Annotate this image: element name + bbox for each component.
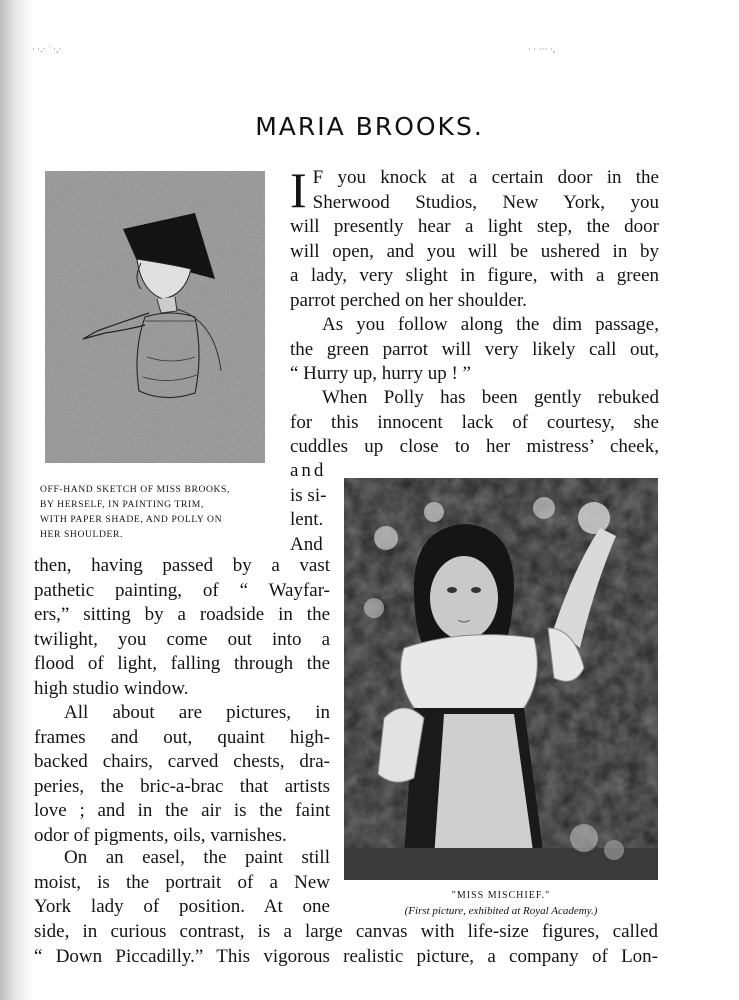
text-line: side, in curious contrast, is a large canvas with life-size figures, called	[34, 921, 658, 942]
text-line: twilight, you come out into a	[34, 628, 330, 650]
header-marks-right: · · ··· ·,	[528, 44, 555, 54]
text-line: peries, the bric-a-brac that artists	[34, 775, 330, 797]
text-line: backed chairs, carved chests, dra-	[34, 751, 330, 772]
text-line: the green parrot will very likely call out,	[290, 338, 659, 360]
caption-line: WITH PAPER SHADE, AND POLLY ON	[40, 514, 223, 525]
text-line: F you knock at a certain door in the	[312, 167, 659, 188]
text-line: As you follow along the dim passage,	[322, 314, 659, 335]
paragraph-6-full	[34, 920, 658, 969]
text-line: for this innocent lack of courtesy, she	[290, 411, 659, 433]
text-line: All about are pictures, in	[64, 702, 330, 723]
drop-cap: I	[290, 162, 307, 218]
portrait-figure	[344, 478, 658, 880]
text-line: is si-	[290, 484, 327, 506]
text-line: high studio window.	[34, 677, 189, 699]
text-line: York lady of position. At one	[34, 896, 330, 917]
text-line: “ Hurry up, hurry up ! ”	[290, 363, 471, 384]
text-line: will presently hear a light step, the door	[290, 216, 659, 237]
text-line: When Polly has been gently rebuked	[322, 387, 659, 408]
paragraph-2	[290, 313, 659, 387]
paragraph-6	[34, 846, 330, 920]
text-line: “ Down Piccadilly.” This vigorous realistic picture, a company of Lon-	[34, 945, 658, 967]
sketch-figure	[45, 171, 265, 463]
text-line: cuddles up close to her mistress’ cheek,	[290, 436, 659, 457]
text-line: Sherwood Studios, New York, you	[312, 191, 659, 213]
text-line: lent.	[290, 509, 324, 530]
sketch-caption	[40, 482, 278, 542]
text-line: pathetic painting, of “ Wayfar-	[34, 579, 330, 601]
text-line: moist, is the portrait of a New	[34, 871, 330, 893]
caption-line: OFF-HAND SKETCH OF MISS BROOKS,	[40, 484, 230, 495]
text-line: parrot perched on her shoulder.	[290, 289, 527, 311]
caption-line: BY HERSELF, IN PAINTING TRIM,	[40, 499, 204, 510]
text-line: a lady, very slight in figure, with a green	[290, 265, 659, 286]
paragraph-1	[290, 162, 659, 313]
text-line: love ; and in the air is the faint	[34, 800, 330, 821]
text-line: odor of pigments, oils, varnishes.	[34, 824, 287, 846]
portrait-caption-subtitle: (First picture, exhibited at Royal Academy.)	[404, 905, 598, 917]
paragraph-5	[34, 701, 330, 848]
paragraph-4	[34, 554, 330, 701]
caption-line: HER SHOULDER.	[40, 529, 123, 540]
text-line: and	[290, 460, 327, 481]
portrait-illustration	[344, 478, 658, 880]
paragraph-3	[290, 386, 659, 460]
scan-shadow-edge	[0, 0, 34, 1000]
portrait-caption-title: "MISS MISCHIEF."	[451, 890, 551, 901]
text-line: frames and out, quaint high-	[34, 726, 330, 748]
header-marks-left: · ·.· ˈ ·,·	[32, 44, 62, 54]
page-title: MARIA BROOKS.	[255, 112, 484, 141]
text-line: On an easel, the paint still	[64, 847, 330, 868]
text-line: And	[290, 533, 323, 555]
paragraph-3-narrow	[290, 459, 338, 557]
text-line: then, having passed by a vast	[34, 555, 330, 576]
text-line: flood of light, falling through the	[34, 653, 330, 674]
sketch-illustration	[45, 171, 265, 463]
text-line: ers,” sitting by a roadside in the	[34, 604, 330, 625]
text-line: will open, and you will be ushered in by	[290, 240, 659, 262]
